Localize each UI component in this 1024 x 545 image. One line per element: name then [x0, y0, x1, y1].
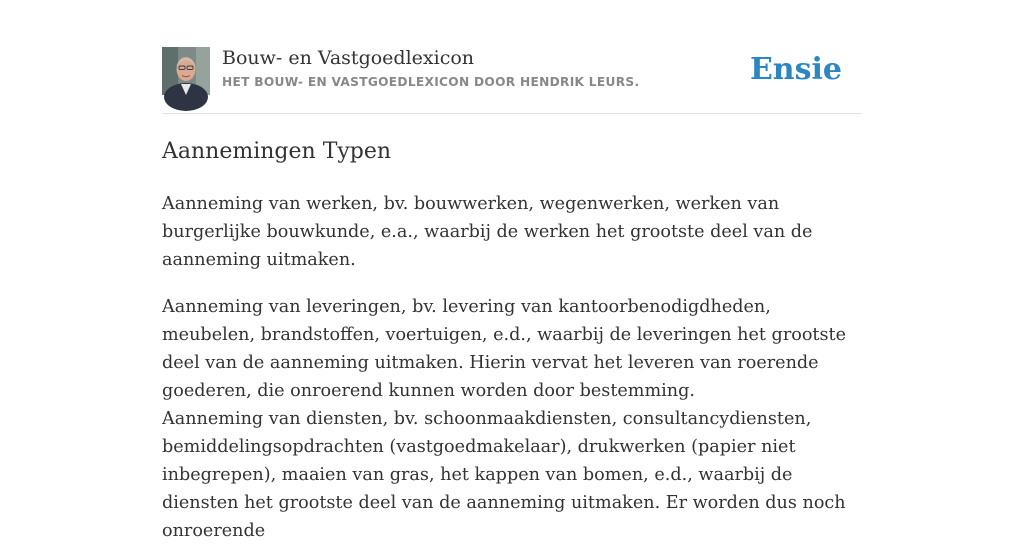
author-avatar[interactable]	[162, 47, 210, 95]
author-portrait-icon	[162, 47, 210, 95]
site-title[interactable]: Bouw- en Vastgoedlexicon	[222, 47, 475, 69]
header-divider	[162, 113, 862, 114]
entry-content	[162, 190, 862, 545]
site-header	[162, 46, 862, 96]
ensie-logo-link[interactable]: Ensie	[749, 52, 842, 87]
entry-paragraph: Aanneming van diensten, bv. schoonmaakdiensten, consultancydiensten, bemiddelingsopdrachten (vastgoedmakelaar), drukwerken (papier niet inbegrepen), maaien van gras, het kappen van bomen, e.d., waarbij de diensten het grootste deel van de aanneming uitmaken. Er worden dus noch onroerende	[162, 409, 846, 541]
entry-paragraph: Aanneming van leveringen, bv. levering van kantoorbenodigdheden, meubelen, brandstoffen, voertuigen, e.d., waarbij de leveringen het grootste deel van de aanneming uitmaken. Hierin vervat het leveren van roerende goederen, die onroerend kunnen worden door bestemming.	[162, 297, 846, 401]
entry-paragraph: Aanneming van werken, bv. bouwwerken, wegenwerken, werken van burgerlijke bouwkunde, e.a., waarbij de werken het grootste deel van de aanneming uitmaken.	[162, 194, 813, 270]
entry-title: Aannemingen Typen	[162, 139, 392, 164]
site-subtitle: HET BOUW- EN VASTGOEDLEXICON DOOR HENDRIK LEURS.	[222, 75, 640, 89]
